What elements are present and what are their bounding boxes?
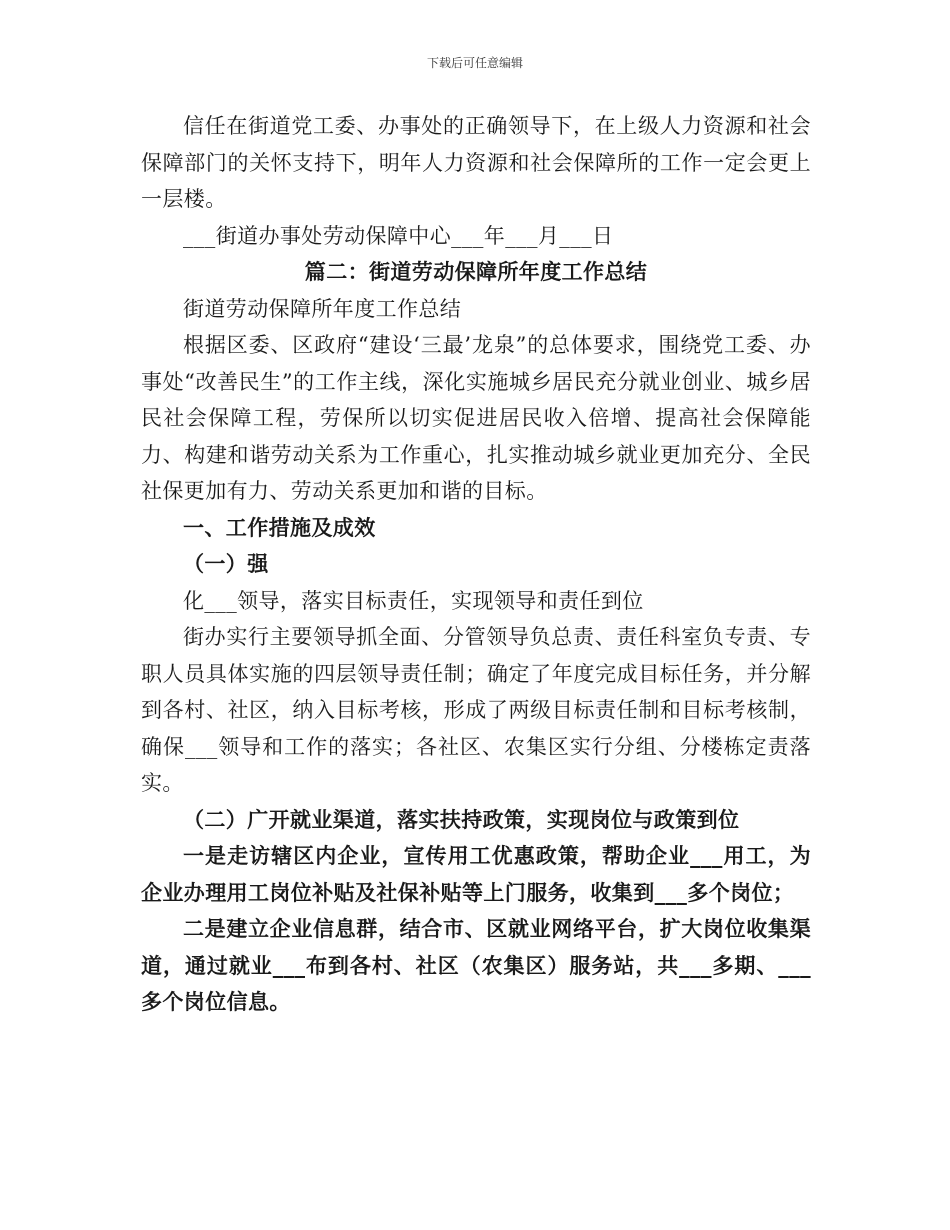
paragraph-closing: 信任在街道党工委、办事处的正确领导下，在上级人力资源和社会保障部门的关怀支持下，明年人力资源和社会保障所的工作一定会更上一层楼。	[141, 114, 811, 211]
paragraph-intro: 根据区委、区政府“建设‘三最’龙泉”的总体要求，围绕党工委、办事处“改善民生”的工作主线，深化实施城乡居民充分就业创业、城乡居民社会保障工程，劳保所以切实促进居民收入倍增、提高社会保障能力、构建和谐劳动关系为工作重心，扎实推动城乡就业更加充分、全民社保更加有力、劳动关系更加和谐的目标。	[141, 333, 811, 503]
heading-sub-2: （二）广开就业渠道，落实扶持政策，实现岗位与政策到位	[183, 806, 740, 832]
paragraph-point-2: 二是建立企业信息群，结合市、区就业网络平台，扩大岗位收集渠道，通过就业___布到各村、社区（农集区）服务站，共___多期、___多个岗位信息。	[141, 916, 811, 1014]
heading-measures: 一、工作措施及成效	[183, 514, 376, 540]
document-body	[141, 108, 811, 1021]
section-title: 篇二：街道劳动保障所年度工作总结	[304, 259, 648, 284]
heading-sub-1: （一）强	[183, 551, 269, 576]
paragraph-signature-date: ___街道办事处劳动保障中心___年___月___日	[183, 223, 614, 248]
paragraph-leadership: 化___领导，落实目标责任，实现领导和责任到位	[183, 588, 644, 613]
paragraph-subtitle: 街道劳动保障所年度工作总结	[183, 296, 462, 321]
paragraph-point-1: 一是走访辖区内企业，宣传用工优惠政策，帮助企业___用工，为企业办理用工岗位补贴及社保补贴等上门服务，收集到___多个岗位；	[141, 843, 811, 905]
header-note: 下载后可任意编辑	[426, 56, 523, 70]
paragraph-responsibility: 街办实行主要领导抓全面、分管领导负总责、责任科室负专责、专职人员具体实施的四层领导责任制；确定了年度完成目标任务，并分解到各村、社区，纳入目标考核，形成了两级目标责任制和目标考核制，确保___领导和工作的落实；各社区、农集区实行分组、分楼栋定责落实。	[141, 625, 811, 795]
